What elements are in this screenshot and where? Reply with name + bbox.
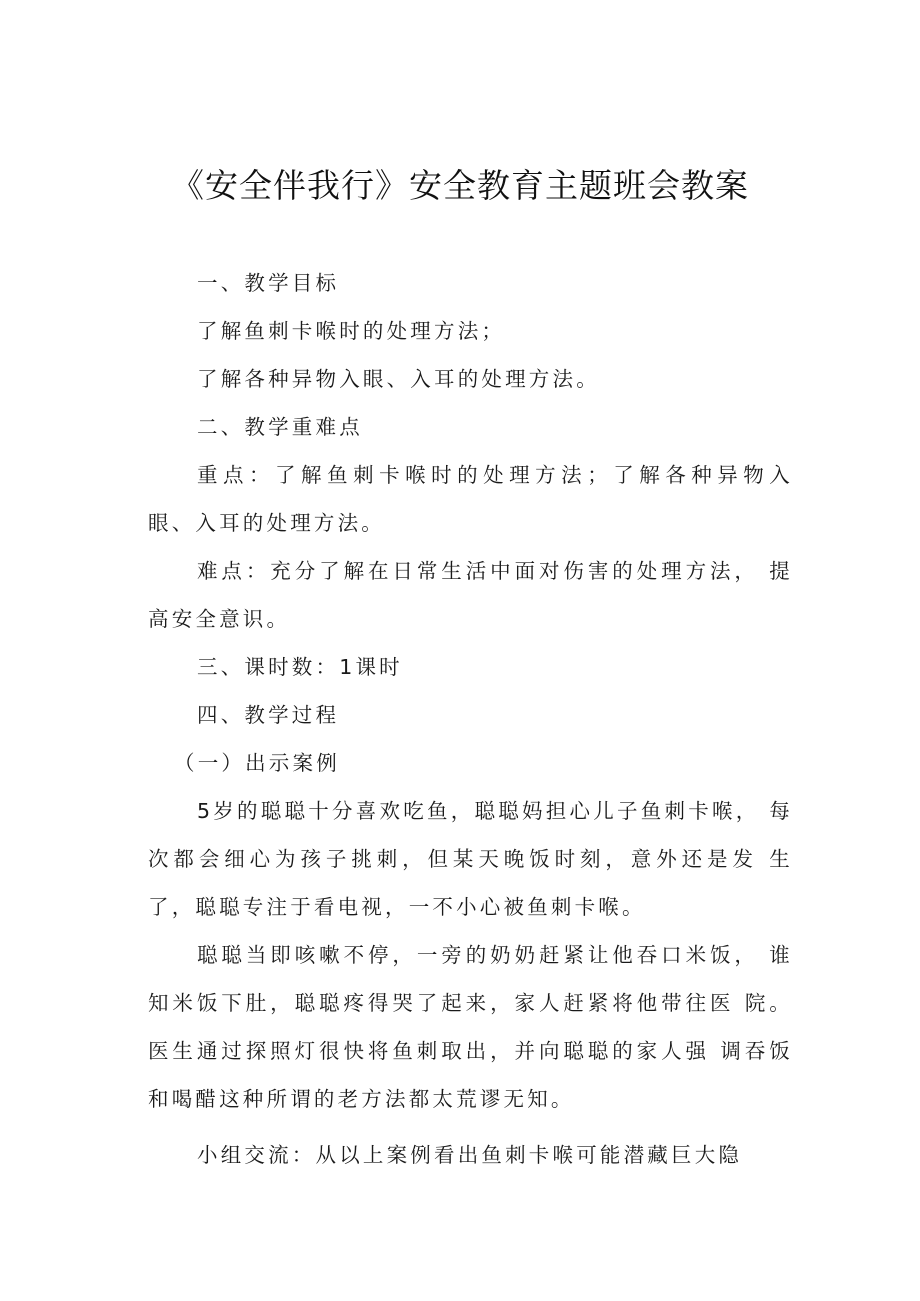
section-heading-key-points: 二、教学重难点 [197,415,363,439]
document-title: 《安全伴我行》安全教育主题班会教案 [171,166,749,205]
paragraph-group-discussion: 小组交流：从以上案例看出鱼刺卡喉可能潜藏巨大隐 [197,1143,743,1167]
paragraph-case-story: 5岁的聪聪十分喜欢吃鱼，聪聪妈担心儿子鱼刺卡喉， 每次都会细心为孩子挑刺，但某天晚饭时刻，意外还是发 生了，聪聪专注于看电视，一不小心被鱼刺卡喉。 [148,799,793,919]
section-heading-process: 四、教学过程 [197,703,340,727]
subheading-case: （一）出示案例 [174,751,340,775]
section-heading-class-hours: 三、课时数：1课时 [197,655,403,679]
paragraph: 了解各种异物入眼、入耳的处理方法。 [197,367,600,391]
section-heading-objectives: 一、教学目标 [197,271,340,295]
paragraph: 了解鱼刺卡喉时的处理方法； [197,319,506,343]
paragraph-key-point: 重点：了解鱼刺卡喉时的处理方法；了解各种异物入 眼、入耳的处理方法。 [148,463,793,535]
paragraph-case-story: 聪聪当即咳嗽不停，一旁的奶奶赶紧让他吞口米饭， 谁知米饭下肚，聪聪疼得哭了起来，家人赶紧将他带往医 院。医生通过探照灯很快将鱼刺取出，并向聪聪的家人强 调吞饭和喝醋这种所谓的老方法都太荒谬无知。 [148,943,793,1111]
paragraph-difficult-point: 难点：充分了解在日常生活中面对伤害的处理方法， 提高安全意识。 [148,559,793,631]
